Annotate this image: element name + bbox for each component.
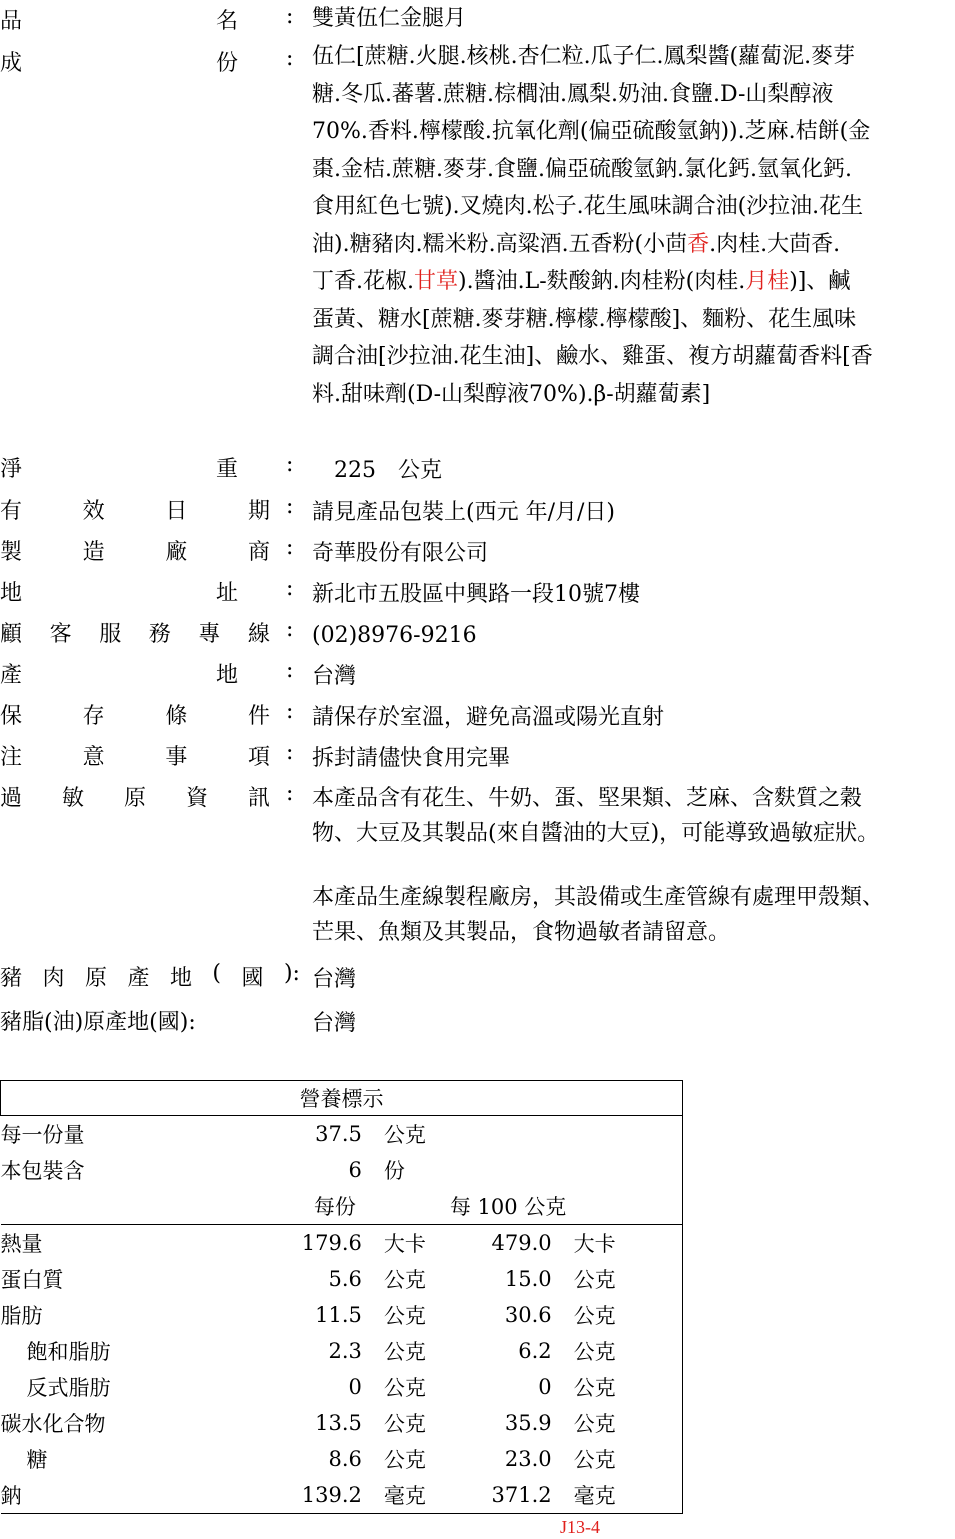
nutrition-row xyxy=(1,1477,683,1514)
pack-unit: 份 xyxy=(383,1159,405,1183)
serving-unit: 公克 xyxy=(383,1123,426,1147)
origin-value: 台灣 xyxy=(312,664,357,689)
nutrient-per-100g: 30.6 xyxy=(504,1303,552,1327)
nutrient-unit: 公克 xyxy=(574,1261,683,1297)
pack-label: 本包裝含 xyxy=(0,1159,85,1183)
nutrient-per-100g: 23.0 xyxy=(504,1447,552,1471)
nutrient-unit: 公克 xyxy=(383,1376,426,1400)
nutrient-unit: 公克 xyxy=(574,1297,683,1333)
serving-value: 37.5 xyxy=(315,1122,362,1146)
nutrient-per-serving: 139.2 xyxy=(301,1483,362,1507)
nutrient-per-100g: 371.2 xyxy=(491,1483,552,1507)
nutrient-name: 碳水化合物 xyxy=(0,1412,106,1436)
expiry-value: 請見產品包裝上(西元 年/月/日) xyxy=(312,500,615,525)
product-code: J13-4 xyxy=(560,1517,600,1537)
nutrient-per-serving: 13.5 xyxy=(315,1411,362,1435)
nutrient-unit: 大卡 xyxy=(383,1232,426,1256)
nutrient-name: 熱量 xyxy=(0,1232,43,1256)
nutrient-unit: 公克 xyxy=(574,1441,683,1477)
nutrient-per-100g: 0 xyxy=(538,1375,552,1399)
serving-label: 每一份量 xyxy=(0,1123,85,1147)
nutrient-unit: 公克 xyxy=(383,1448,426,1472)
pack-value: 6 xyxy=(348,1158,362,1182)
net-weight: 225 公克 xyxy=(334,458,442,483)
nutrient-per-serving: 179.6 xyxy=(301,1231,362,1255)
nutrient-unit: 公克 xyxy=(574,1369,683,1405)
nutrition-row xyxy=(1,1261,683,1297)
manufacturer-value: 奇華股份有限公司 xyxy=(312,541,489,566)
name-label: 品 名 xyxy=(0,9,238,34)
nutrient-unit: 公克 xyxy=(383,1268,426,1292)
nutrition-row xyxy=(1,1441,683,1477)
nutrient-per-serving: 11.5 xyxy=(315,1303,362,1327)
nutrient-per-serving: 5.6 xyxy=(328,1267,362,1291)
nutrition-row xyxy=(1,1333,683,1369)
lard-origin-label: 豬脂(油)原產地(國): xyxy=(0,1010,196,1035)
nutrition-row xyxy=(1,1297,683,1333)
col-per-serving: 每份 xyxy=(313,1195,356,1219)
nutrition-title: 營養標示 xyxy=(1,1081,683,1116)
pork-origin-value: 台灣 xyxy=(312,967,357,992)
nutrient-unit: 毫克 xyxy=(383,1484,426,1508)
lard-origin-value: 台灣 xyxy=(312,1011,357,1036)
nutrition-row xyxy=(1,1405,683,1441)
product-name: 雙黃伍仁金腿月 xyxy=(312,6,467,31)
nutrient-per-100g: 35.9 xyxy=(504,1411,552,1435)
storage-value: 請保存於室溫，避免高溫或陽光直射 xyxy=(312,705,665,730)
nutrition-row xyxy=(1,1225,683,1262)
nutrient-name: 蛋白質 xyxy=(0,1268,64,1292)
nutrient-unit: 大卡 xyxy=(574,1225,683,1262)
ingredients-label: 成 份 xyxy=(0,51,238,76)
nutrition-rows xyxy=(1,1225,683,1514)
allergy-value: 本產品含有花生、牛奶、蛋、堅果類、芝麻、含麩質之穀 物、大豆及其製品(來自醬油的大豆)，可能導致過敏症狀。 本產品生產線製程廠房，其設備或生產管線有處理甲殼類、 芒果、魚類及其製品，食物過敏者請留意。 xyxy=(312,786,885,945)
nutrient-per-100g: 6.2 xyxy=(518,1339,552,1363)
notice-value: 拆封請儘快食用完畢 xyxy=(312,746,511,771)
nutrient-unit: 公克 xyxy=(574,1405,683,1441)
nutrient-name: 糖 xyxy=(26,1448,48,1472)
nutrition-table xyxy=(0,1080,683,1514)
col-per-100g: 每 100 公克 xyxy=(384,1188,683,1225)
ingredients-text: 伍仁[蔗糖.火腿.核桃.杏仁粒.瓜子仁.鳳梨醬(蘿蔔泥.麥芽 糖.冬瓜.蕃薯.蔗糖.棕櫚油.鳳梨.奶油.食鹽.D-山梨醇液 70%.香料.檸檬酸.抗氧化劑(偏亞硫酸氫鈉)).芝麻.桔餅(金 棗.金桔.蔗糖.麥芽.食鹽.偏亞硫酸氫鈉.氯化鈣.氫氧化鈣. 食用紅色七號).叉燒肉.松子.花生風味調合油(沙拉油.花生 油).糖豬肉.糯米粉.高粱酒.五香粉(小茴香.肉桂.大茴香. 丁香.花椒.甘草).醬油.L-麩酸鈉.肉桂粉(肉桂.月桂)]、鹹 蛋黃、糖水[蔗糖.麥芽糖.檸檬.檸檬酸]、麵粉、花生風味 調合油[沙拉油.花生油]、鹼水、雞蛋、複方胡蘿蔔香料[香 料.甜味劑(D-山梨醇液70%).β-胡蘿蔔素] xyxy=(312,44,873,407)
nutrient-per-serving: 8.6 xyxy=(328,1447,362,1471)
nutrient-name: 反式脂肪 xyxy=(26,1376,111,1400)
nutrient-unit: 公克 xyxy=(383,1340,426,1364)
nutrient-per-100g: 15.0 xyxy=(504,1267,552,1291)
nutrient-unit: 毫克 xyxy=(574,1477,683,1514)
nutrient-name: 鈉 xyxy=(0,1484,22,1508)
nutrient-per-serving: 2.3 xyxy=(328,1339,362,1363)
hotline-value: (02)8976-9216 xyxy=(312,623,477,648)
nutrient-per-100g: 479.0 xyxy=(491,1231,552,1255)
nutrient-unit: 公克 xyxy=(383,1412,426,1436)
nutrient-name: 脂肪 xyxy=(0,1304,43,1328)
address-value: 新北市五股區中興路一段10號7樓 xyxy=(312,582,640,607)
nutrient-unit: 公克 xyxy=(574,1333,683,1369)
nutrition-row xyxy=(1,1369,683,1405)
nutrient-name: 飽和脂肪 xyxy=(26,1340,111,1364)
nutrient-unit: 公克 xyxy=(383,1304,426,1328)
nutrient-per-serving: 0 xyxy=(348,1375,362,1399)
